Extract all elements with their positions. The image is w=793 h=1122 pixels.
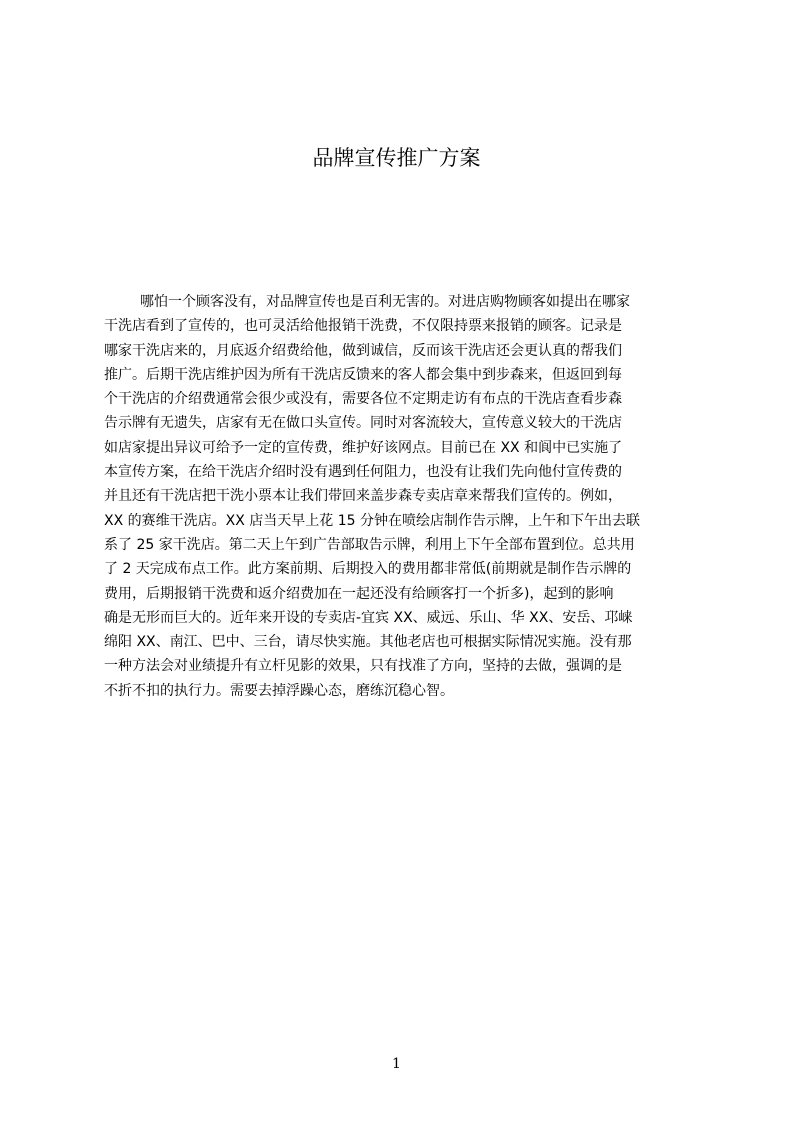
paragraph-line: 一种方法会对业绩提升有立杆见影的效果，只有找准了方向，坚持的去做，强调的是 xyxy=(104,658,622,675)
body-paragraph xyxy=(104,290,699,750)
paragraph-line: 告示牌有无遗失，店家有无在做口头宣传。同时对客流较大，宣传意义较大的干洗店 xyxy=(104,415,622,432)
paragraph-line: 费用，后期报销干洗费和返介绍费加在一起还没有给顾客打一个折多)，起到的影响 xyxy=(104,585,614,602)
paragraph-line: 哪怕一个顾客没有，对品牌宣传也是百利无害的。对进店购物顾客如提出在哪家 xyxy=(140,294,630,310)
paragraph-line: 不折不扣的执行力。需要去掉浮躁心态，磨练沉稳心智。 xyxy=(104,682,454,699)
page-number: 1 xyxy=(392,1056,401,1072)
paragraph-line: 干洗店看到了宣传的，也可灵活给他报销干洗费，不仅限持票来报销的顾客。记录是 xyxy=(104,318,622,335)
paragraph-line: 绵阳 XX、南江、巴中、三台，请尽快实施。其他老店也可根据实际情况实施。没有那 xyxy=(104,634,632,651)
paragraph-line: 并且还有干洗店把干洗小票本让我们带回来盖步森专卖店章来帮我们宣传的。例如， xyxy=(104,488,622,505)
paragraph-line: 了 2 天完成布点工作。此方案前期、后期投入的费用都非常低(前期就是制作告示牌的 xyxy=(104,561,632,578)
paragraph-line: XX 的赛维干洗店。XX 店当天早上花 15 分钟在喷绘店制作告示牌，上午和下午出去联 xyxy=(104,512,640,529)
paragraph-line: 确是无形而巨大的。近年来开设的专卖店-宜宾 XX、威远、乐山、华 XX、安岳、邛崃 xyxy=(104,609,633,626)
paragraph-line: 本宣传方案，在给干洗店介绍时没有遇到任何阻力，也没有让我们先向他付宣传费的 xyxy=(104,464,622,481)
paragraph-line: 个干洗店的介绍费通常会很少或没有，需要各位不定期走访有布点的干洗店查看步森 xyxy=(104,391,622,408)
paragraph-line: 哪家干洗店来的，月底返介绍费给他，做到诚信，反而该干洗店还会更认真的帮我们 xyxy=(104,342,622,359)
document-title: 品牌宣传推广方案 xyxy=(312,146,481,170)
paragraph-line: 系了 25 家干洗店。第二天上午到广告部取告示牌，利用上下午全部布置到位。总共用 xyxy=(104,536,635,553)
paragraph-line: 如店家提出异议可给予一定的宣传费，维护好该网点。目前已在 XX 和阆中已实施了 xyxy=(104,439,623,456)
paragraph-line: 推广。后期干洗店维护因为所有干洗店反馈来的客人都会集中到步森来，但返回到每 xyxy=(104,366,622,383)
